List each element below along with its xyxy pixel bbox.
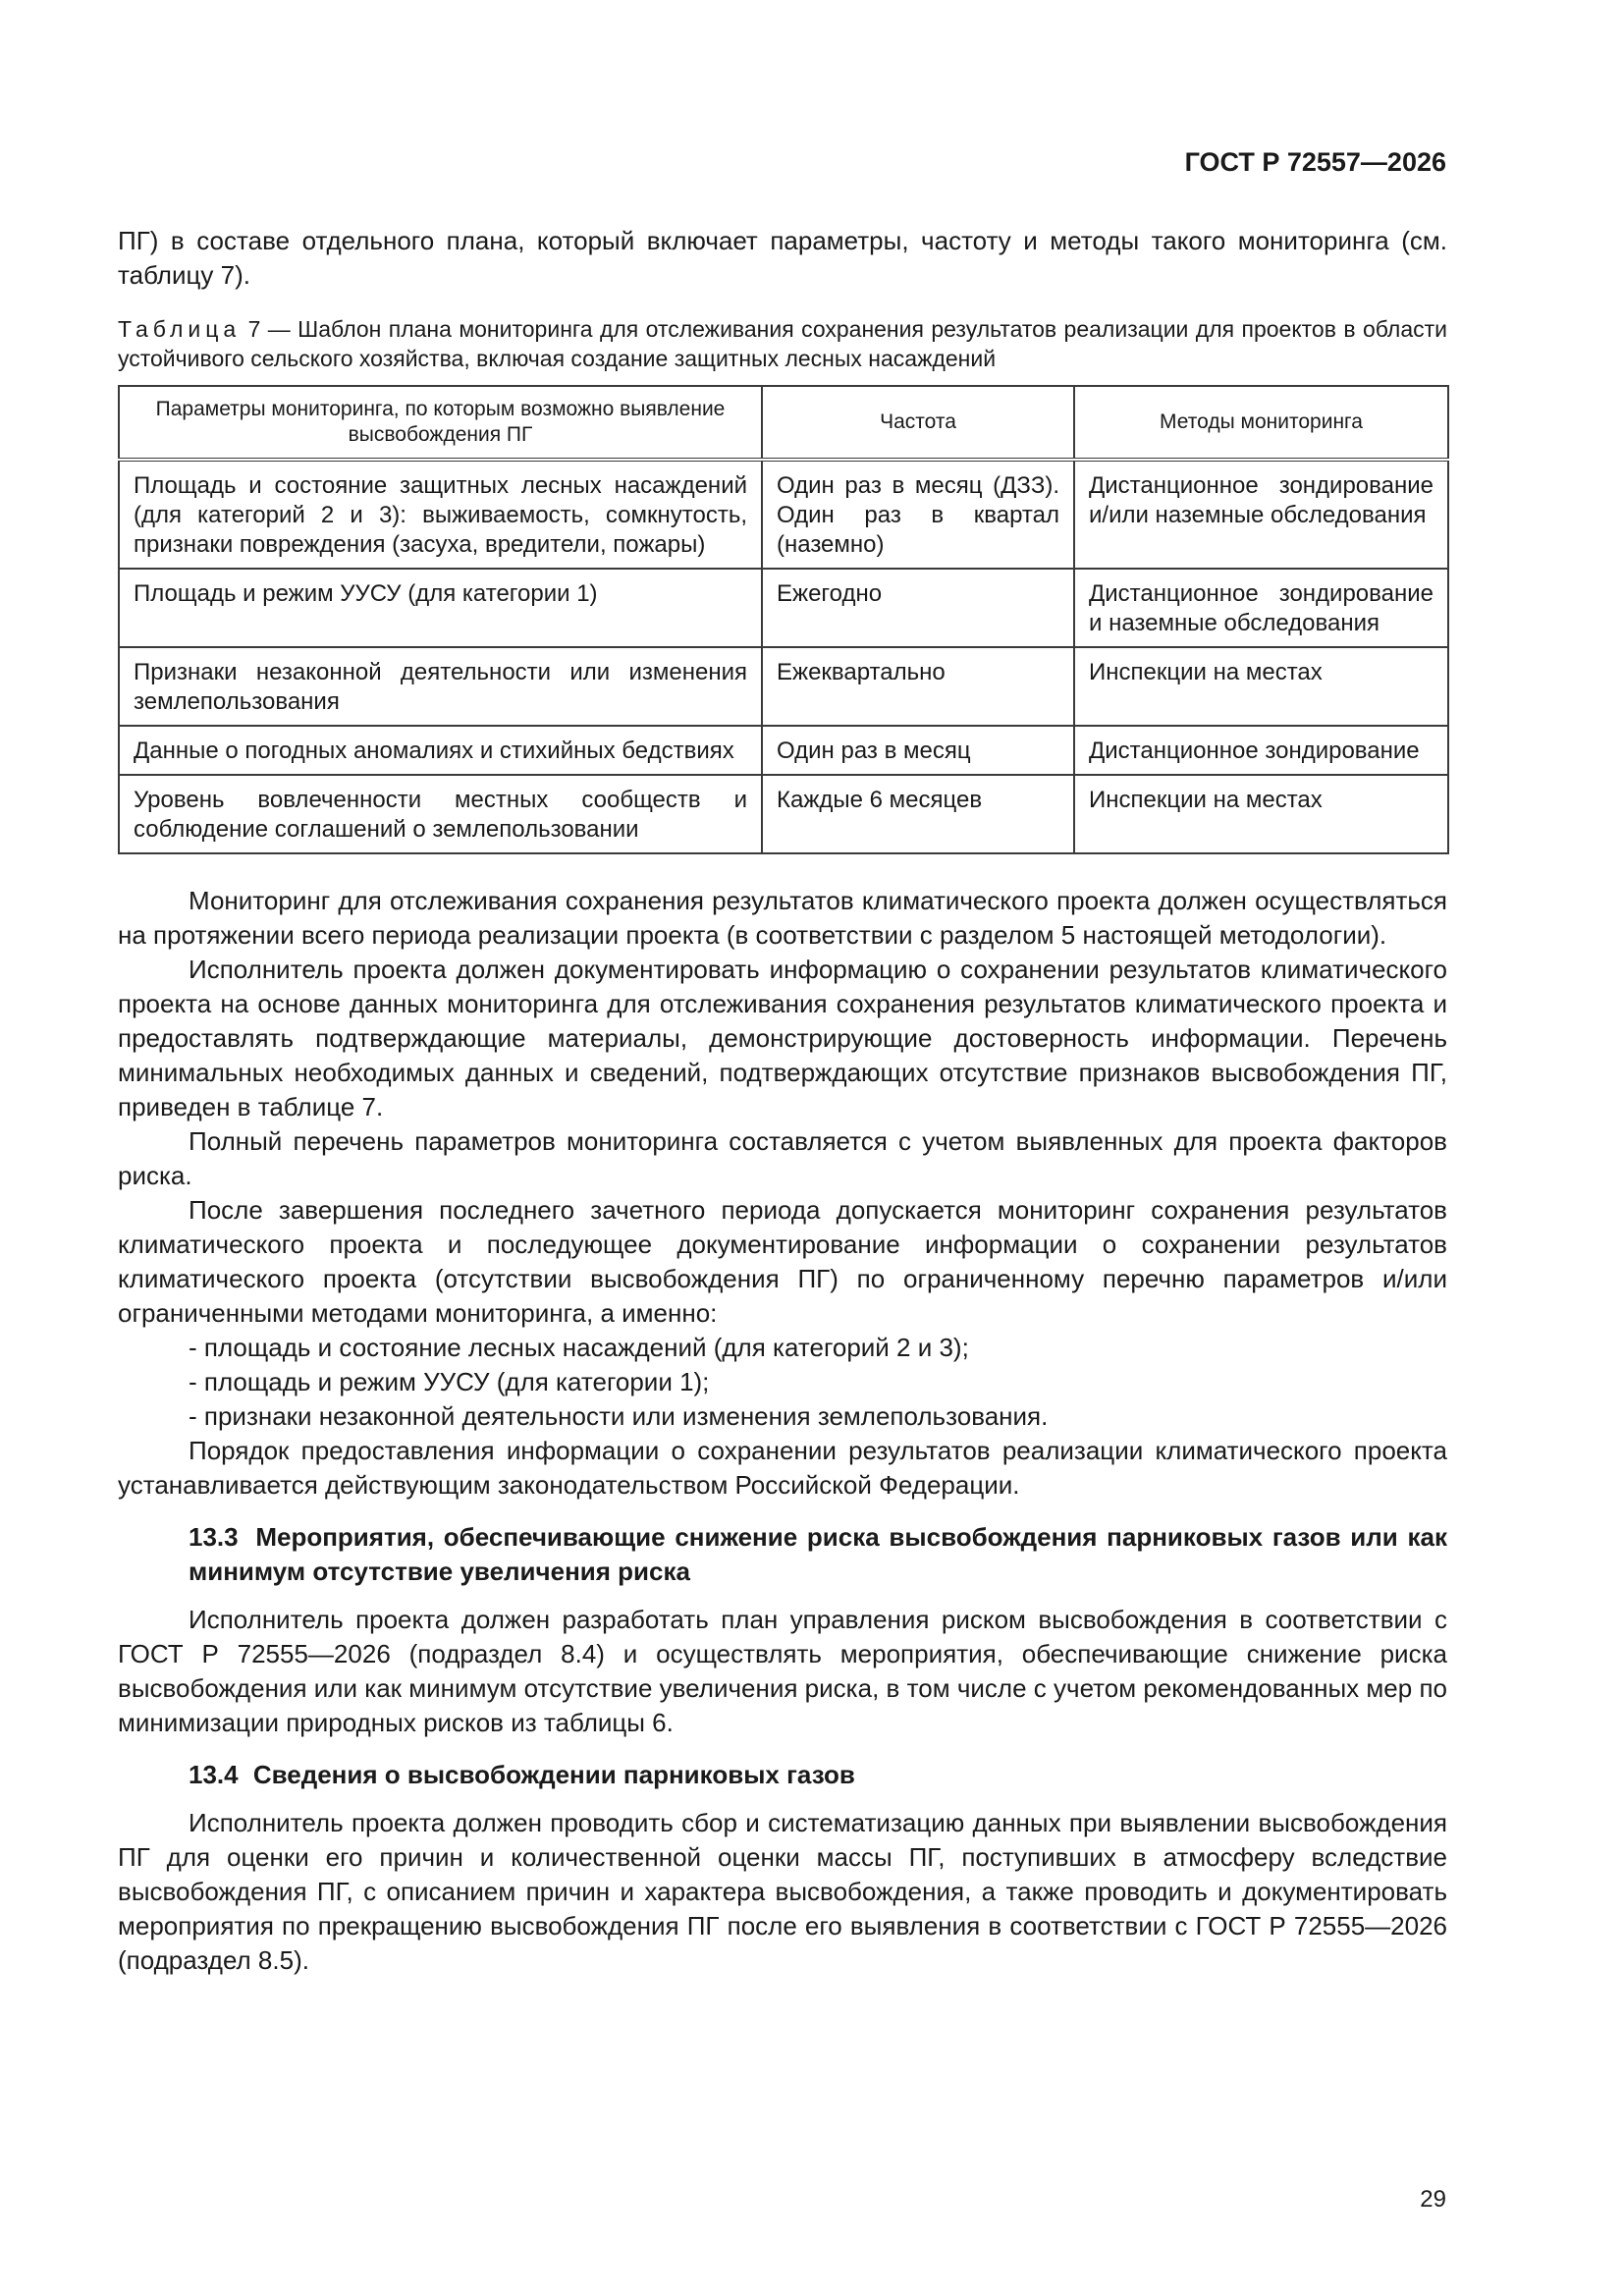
table-header-cell: Параметры мониторинга, по которым возможно выявление высвобождения ПГ (119, 386, 762, 460)
table-cell: Признаки незаконной деятельности или изменения землепользования (119, 647, 762, 726)
table-cell: Дистанционное зондирование и/или наземные обследования (1074, 460, 1448, 569)
table-cell: Площадь и состояние защитных лесных насаждений (для категорий 2 и 3): выживаемость, сомкнутость, признаки повреждения (засуха, вредители, пожары) (119, 460, 762, 569)
table-header-cell: Методы мониторинга (1074, 386, 1448, 460)
table-caption-prefix: Таблица (118, 316, 242, 342)
list-item: - площадь и состояние лесных насаждений (для категорий 2 и 3); (189, 1333, 969, 1362)
table-row (119, 460, 1448, 569)
table-row (119, 569, 1448, 647)
table-caption-text: 7 — Шаблон плана мониторинга для отслеживания сохранения результатов реализации для проектов в области устойчивого сельского хозяйства, включая создание защитных лесных насаждений (118, 316, 1447, 371)
table-cell: Один раз в месяц (762, 726, 1074, 775)
table-cell: Уровень вовлеченности местных сообществ и соблюдение соглашений о землепользовании (119, 775, 762, 853)
table-cell: Дистанционное зондирование и наземные обследования (1074, 569, 1448, 647)
table-cell: Один раз в месяц (ДЗЗ). Один раз в квартал (наземно) (762, 460, 1074, 569)
table-cell: Данные о погодных аномалиях и стихийных бедствиях (119, 726, 762, 775)
section-number: 13.4 (189, 1760, 239, 1789)
body-paragraph: Исполнитель проекта должен документировать информацию о сохранении результатов климатического проекта на основе данных мониторинга для отслеживания сохранения результатов климатического проекта и предоставлять подтверждающие материалы, демонстрирующие достоверность информации. Перечень минимальных необходимых данных и сведений, подтверждающих отсутствие признаков высвобождения ПГ, приведен в таблице 7. (118, 955, 1447, 1121)
table-row (119, 726, 1448, 775)
table-caption (118, 314, 1447, 373)
section-heading-13-3 (118, 1520, 1447, 1589)
body-paragraph: Мониторинг для отслеживания сохранения результатов климатического проекта должен осуществляться на протяжении всего периода реализации проекта (в соответствии с разделом 5 настоящей методологии). (118, 886, 1447, 950)
body-paragraph: Порядок предоставления информации о сохранении результатов реализации климатического проекта устанавливается действующим законодательством Российской Федерации. (118, 1436, 1447, 1500)
intro-paragraph: ПГ) в составе отдельного плана, который включает параметры, частоту и методы такого мониторинга (см. таблицу 7). (118, 226, 1447, 290)
document-code-header: ГОСТ Р 72557—2026 (1184, 147, 1446, 177)
section-number: 13.3 (189, 1522, 239, 1552)
section-title: Мероприятия, обеспечивающие снижение риска высвобождения парниковых газов или как минимум отсутствие увеличения риска (189, 1522, 1447, 1586)
table-cell: Инспекции на местах (1074, 647, 1448, 726)
section-title: Сведения о высвобождении парниковых газов (252, 1760, 855, 1789)
list-item: - признаки незаконной деятельности или изменения землепользования. (189, 1401, 1049, 1431)
page-number: 29 (1420, 2186, 1446, 2213)
page-content (118, 224, 1447, 1978)
table-cell: Площадь и режим УУСУ (для категории 1) (119, 569, 762, 647)
table-cell: Ежеквартально (762, 647, 1074, 726)
monitoring-plan-table (118, 385, 1449, 854)
section-heading-13-4 (118, 1758, 1447, 1792)
table-cell: Инспекции на местах (1074, 775, 1448, 853)
table-cell: Каждые 6 месяцев (762, 775, 1074, 853)
table-header-cell: Частота (762, 386, 1074, 460)
table-header-row (119, 386, 1448, 460)
body-paragraph: После завершения последнего зачетного периода допускается мониторинг сохранения результатов климатического проекта и последующее документирование информации о сохранении результатов климатического проекта (отсутствии высвобождения ПГ) по ограниченному перечню параметров и/или ограниченными методами мониторинга, а именно: (118, 1195, 1447, 1328)
list-item: - площадь и режим УУСУ (для категории 1); (189, 1367, 710, 1396)
table-row (119, 775, 1448, 853)
table-cell: Дистанционное зондирование (1074, 726, 1448, 775)
section-13-3-paragraph: Исполнитель проекта должен разработать план управления риском высвобождения в соответствии с ГОСТ Р 72555—2026 (подраздел 8.4) и осуществлять мероприятия, обеспечивающие снижение риска высвобождения или как минимум отсутствие увеличения риска, в том числе с учетом рекомендованных мер по минимизации природных рисков из таблицы 6. (118, 1605, 1447, 1737)
table-row (119, 647, 1448, 726)
body-paragraph: Полный перечень параметров мониторинга составляется с учетом выявленных для проекта факторов риска. (118, 1126, 1447, 1190)
table-cell: Ежегодно (762, 569, 1074, 647)
section-13-4-paragraph: Исполнитель проекта должен проводить сбор и систематизацию данных при выявлении высвобождения ПГ для оценки его причин и количественной оценки массы ПГ, поступивших в атмосферу вследствие высвобождения ПГ, с описанием причин и характера высвобождения, а также проводить и документировать мероприятия по прекращению высвобождения ПГ после его выявления в соответствии с ГОСТ Р 72555—2026 (подраздел 8.5). (118, 1808, 1447, 1975)
